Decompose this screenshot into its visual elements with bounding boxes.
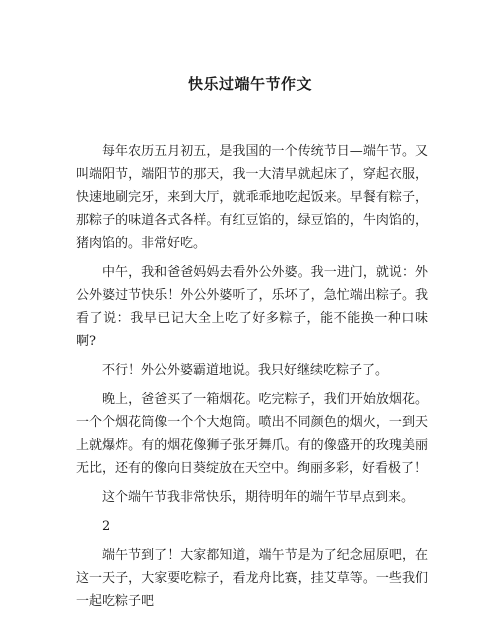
paragraph-5: 这个端午节我非常快乐，期待明年的端午节早点到来。 xyxy=(102,490,415,505)
paragraph-6: 端午节到了！大家都知道，端午节是为了纪念屈原吧，在这一天子，大家要吃粽子，看龙舟比赛，挂艾草等。一些我们一起吃粽子吧 xyxy=(76,548,428,609)
paragraph-1: 每年农历五月初五，是我国的一个传统节日—端午节。又叫端阳节，端阳节的那天，我一大清早就起床了，穿起衣服，快速地刷完牙，来到大厅，就乖乖地吃起饭来。早餐有粽子，那粽子的味道各式各样。有红豆馅的，绿豆馅的，牛肉馅的，猪肉馅的。非常好吃。 xyxy=(76,144,428,251)
section-number: 2 xyxy=(102,519,111,534)
paragraph-3: 不行！外公外婆霸道地说。我只好继续吃粽子了。 xyxy=(102,363,389,378)
paragraph-4: 晚上，爸爸买了一箱烟花。吃完粽子，我们开始放烟花。一个个烟花筒像一个个大炮筒。喷出不同颜色的烟火，一到天上就爆炸。有的烟花像狮子张牙舞爪。有的像盛开的玫瑰美丽无比，还有的像向日葵绽放在天空中。绚丽多彩，好看极了！ xyxy=(76,392,428,476)
paragraph-2: 中午，我和爸爸妈妈去看外公外婆。我一进门，就说：外公外婆过节快乐！外公外婆听了，乐坏了，急忙端出粽子。我看了说：我早已记大全上吃了好多粽子，能不能换一种口味啊? xyxy=(76,265,428,349)
page-title: 快乐过端午节作文 xyxy=(187,75,312,93)
article-body xyxy=(76,140,428,619)
